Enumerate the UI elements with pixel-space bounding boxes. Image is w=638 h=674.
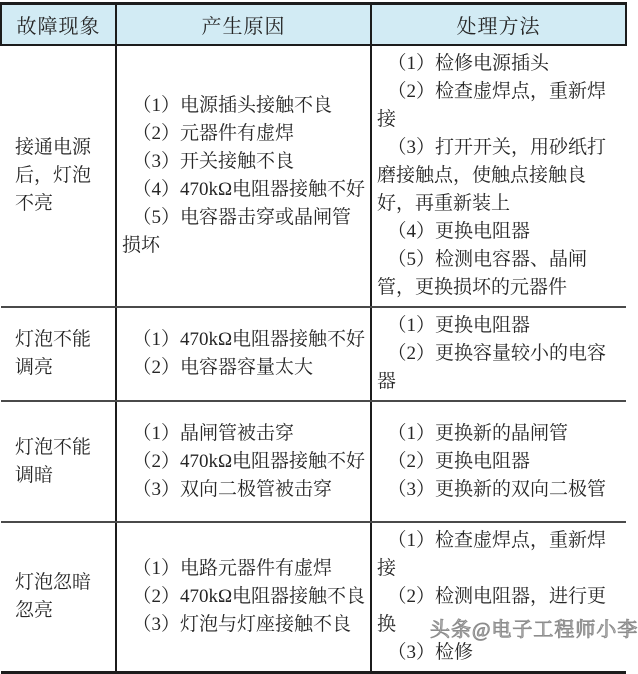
cause-item: （2）电容器容量太大 [132,357,313,378]
cause-item: （1）470kΩ电阻器接触不好 [132,329,366,350]
cell-causes [116,522,371,673]
cause-item: （2）470kΩ电阻器接触不好 [132,450,366,472]
page [0,2,638,663]
solution-item: （3）打开开关，用砂纸打磨接触点，使触点接触良好，再重新装上 [377,137,606,214]
cause-item: （2）元器件有虚焊 [132,123,294,144]
cell-phenomenon: 接通电源后，灯泡不亮 [1,45,116,307]
cause-item: （3）开关接触不良 [132,151,294,172]
watermark: 头条@电子工程师小李 [430,619,638,641]
cause-item: （3）双向二极管被击穿 [132,478,332,500]
cell-causes [116,307,371,401]
header-row [1,4,626,46]
solution-item: （2）检测电阻器，进行更换 [377,586,606,635]
cause-item: （1）电源插头接触不良 [132,95,332,116]
header-solution: 处理方法 [371,4,626,46]
table-row [1,522,626,673]
cause-item: （2）470kΩ电阻器接触不良 [132,586,366,607]
cause-item: （5）电容器击穿或晶闸管损坏 [122,207,351,256]
solution-item: （5）检测电容器、晶闸管，更换损坏的元器件 [377,249,587,298]
header-fault-phenomenon: 故障现象 [1,4,116,46]
cell-causes [116,45,371,307]
solution-item: （2）更换容量较小的电容器 [377,343,606,392]
troubleshooting-table [0,2,627,674]
cell-solutions [371,45,626,307]
cell-phenomenon: 灯泡忽暗忽亮 [1,522,116,673]
solution-item: （4）更换电阻器 [387,221,530,242]
table-row [1,45,626,307]
table-row [1,401,626,522]
solution-item: （2）检查虚焊点，重新焊接 [377,81,606,130]
solution-item: （3）更换新的双向二极管 [387,478,606,500]
cause-item: （3）灯泡与灯座接触不良 [132,614,351,635]
solution-item: （1）检修电源插头 [387,53,549,74]
cell-phenomenon: 灯泡不能调亮 [1,307,116,401]
solution-item: （1）检查虚焊点，重新焊接 [377,530,606,579]
cell-solutions [371,401,626,522]
solution-item: （2）更换电阻器 [387,450,530,472]
cause-item: （4）470kΩ电阻器接触不好 [132,179,366,200]
header-cause: 产生原因 [116,4,371,46]
solution-item: （1）更换新的晶闸管 [387,422,568,444]
cell-solutions [371,522,626,673]
cell-causes [116,401,371,522]
solution-item: （1）更换电阻器 [387,315,530,336]
cell-solutions [371,307,626,401]
table-row [1,307,626,401]
cause-item: （1）晶闸管被击穿 [132,422,294,444]
cell-phenomenon: 灯泡不能调暗 [1,401,116,522]
solution-item: （3）检修 [387,642,473,663]
cause-item: （1）电路元器件有虚焊 [132,558,332,579]
